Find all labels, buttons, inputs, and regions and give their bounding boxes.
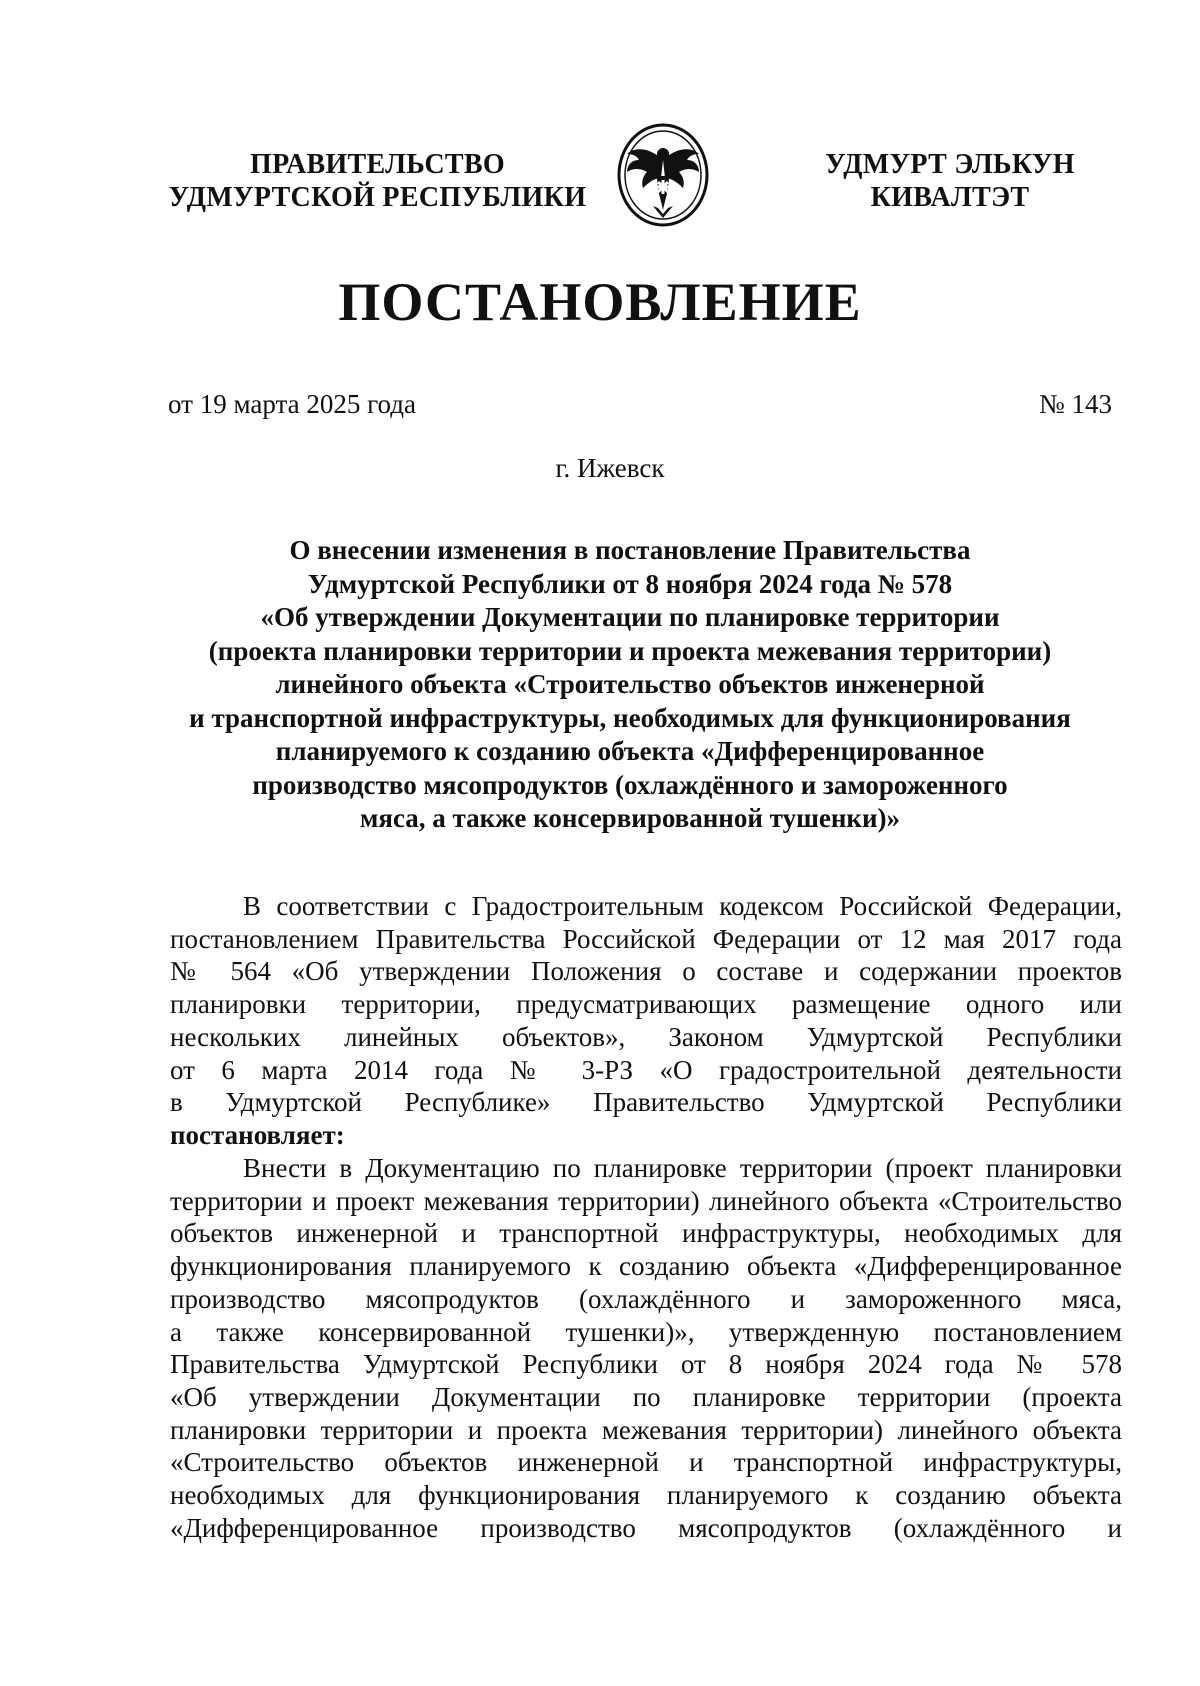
document-city: г. Ижевск [555,453,665,483]
paragraph-line: планировки территории, предусматривающих размещение одного или [170,989,1122,1020]
paragraph-line: а также консервированной тушенки)», утвержденную постановлением [170,1316,1122,1347]
paragraph-line: «Об утверждении Документации по планировке территории (проекта [170,1381,1122,1412]
paragraph-line-resolves [170,1119,1122,1152]
paragraph-line: нескольких линейных объектов», Законом Удмуртской Республики [170,1021,1122,1052]
paragraph-line: В соответствии с Градостроительным кодексом Российской Федерации, [243,891,1122,921]
title-line: и транспортной инфраструктуры, необходимых для функционирования [189,702,1071,733]
document-date: от 19 марта 2025 года [168,389,416,419]
government-name-line-1: ПРАВИТЕЛЬСТВО [250,149,505,180]
title-line: (проекта планировки территории и проекта межевания территории) [208,635,1052,666]
paragraph-line: производство мясопродуктов (охлаждённого и замороженного мяса, [170,1283,1122,1314]
paragraph-line: постановлением Правительства Российской Федерации от 12 мая 2017 года [170,923,1122,954]
paragraph-line: «Строительство объектов инженерной и транспортной инфраструктуры, [170,1447,1122,1478]
paragraph-line: в Удмуртской Республике» Правительство Удмуртской Республики [170,1087,1122,1118]
paragraph-line: объектов инженерной и транспортной инфраструктуры, необходимых для [170,1218,1122,1249]
paragraph-line: от 6 марта 2014 года № 3-РЗ «О градостроительной деятельности [170,1054,1122,1085]
title-line: производство мясопродуктов (охлаждённого и замороженного [252,769,1008,800]
paragraph-line: функционирования планируемого к созданию объекта «Дифференцированное [170,1251,1122,1282]
title-line: мяса, а также консервированной тушенки)» [359,803,901,833]
resolves-colon: : [335,1119,345,1150]
paragraph-line: необходимых для функционирования планируемого к созданию объекта [170,1480,1122,1511]
title-line: Удмуртской Республики от 8 ноября 2024 года № 578 [307,568,953,599]
government-name-line-2: УДМУРТСКОЙ РЕСПУБЛИКИ [168,182,587,213]
government-name-russian [160,148,595,214]
government-name-udmurt-line-2: КИВАЛТЭТ [870,182,1030,213]
title-line: линейного объекта «Строительство объектов инженерной [275,669,985,699]
government-name-udmurt-line-1: УДМУРТ ЭЛЬКУН [825,149,1075,180]
paragraph-line: планировки территории и проекта межевания территории) линейного объекта [170,1414,1122,1445]
paragraph-line: «Дифференцированное производство мясопродуктов (охлаждённого и [170,1512,1122,1543]
title-line: О внесении изменения в постановление Правительства [289,535,971,565]
document-type-heading: ПОСТАНОВЛЕНИЕ [338,272,862,332]
eagle-emblem-icon [613,120,713,230]
paragraph-line: территории и проект межевания территории) линейного объекта «Строительство [170,1185,1122,1216]
paragraph-line: Внести в Документацию по планировке территории (проект планировки [243,1153,1122,1183]
document-number: № 143 [1038,389,1112,419]
resolves-word: постановляет [170,1119,336,1150]
preamble-paragraph [170,890,1122,1152]
paragraph-line: Правительства Удмуртской Республики от 8 ноября 2024 года № 578 [170,1349,1122,1380]
government-name-udmurt [795,148,1105,214]
paragraph-line: № 564 «Об утверждении Положения о составе и содержании проектов [170,956,1122,987]
document-title [150,534,1110,836]
resolution-paragraph [170,1152,1122,1544]
title-line: «Об утверждении Документации по планировке территории [260,602,1000,632]
title-line: планируемого к созданию объекта «Дифференцированное [275,736,985,766]
